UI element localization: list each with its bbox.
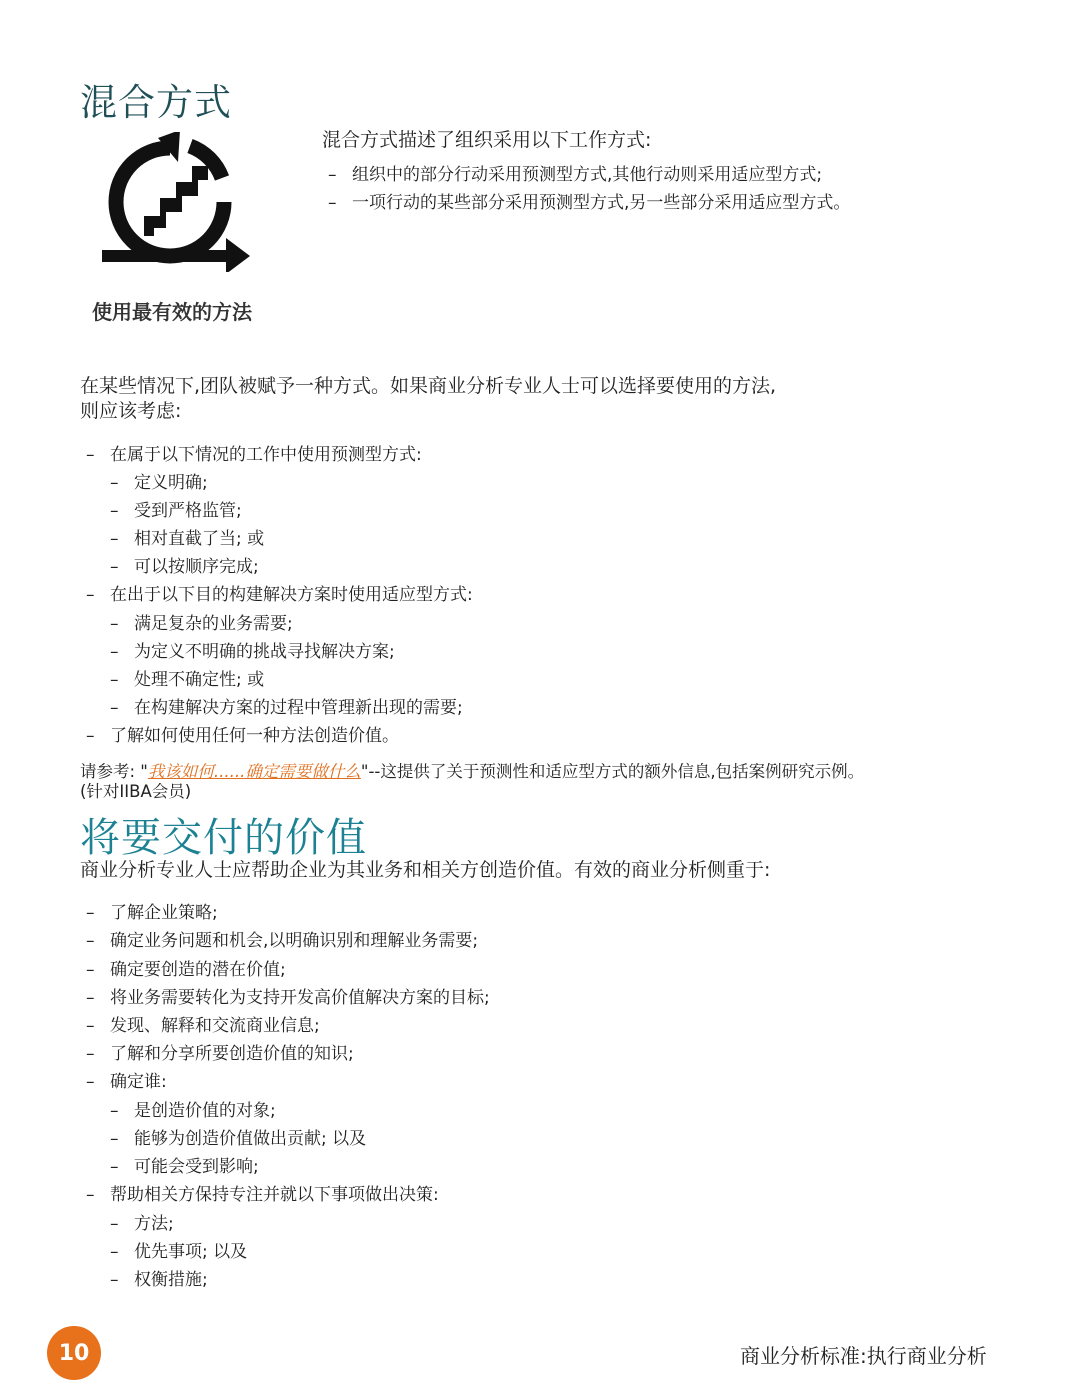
list-subitem: – 能够为创造价值做出贡献; 以及 (110, 1129, 367, 1149)
section-title-value: 将要交付的价值 (80, 815, 367, 861)
list-item: – 了解如何使用任何一种方法创造价值。 (86, 726, 399, 746)
list-subitem: – 受到严格监管; (110, 501, 242, 521)
list-item: – 确定业务问题和机会,以明确识别和理解业务需要; (86, 931, 479, 951)
icon-caption: 使用最有效的方法 (92, 300, 252, 324)
reference-prefix: 请参考: " (80, 762, 148, 781)
list-item: – 了解企业策略; (86, 903, 218, 923)
intro-line: 在某些情况下,团队被赋予一种方式。如果商业分析专业人士可以选择要使用的方法, (80, 375, 777, 397)
list-item: – 将业务需要转化为支持开发高价值解决方案的目标; (86, 988, 490, 1008)
page-number-badge: 10 (47, 1326, 101, 1380)
list-item: – 在属于以下情况的工作中使用预测型方式: (86, 445, 422, 465)
list-item: – 确定要创造的潜在价值; (86, 960, 286, 980)
reference-line (80, 758, 864, 782)
footer-doc-title: 商业分析标准:执行商业分析 (740, 1344, 987, 1368)
list-subitem: – 可以按顺序完成; (110, 557, 259, 577)
hybrid-description: 混合方式描述了组织采用以下工作方式: (322, 129, 652, 151)
list-subitem: – 可能会受到影响; (110, 1157, 259, 1177)
hybrid-approach-icon (98, 132, 258, 272)
list-subitem: – 在构建解决方案的过程中管理新出现的需要; (110, 698, 463, 718)
list-subitem: – 定义明确; (110, 473, 208, 493)
list-subitem: – 为定义不明确的挑战寻找解决方案; (110, 642, 395, 662)
list-subitem: – 满足复杂的业务需要; (110, 614, 293, 634)
list-item: – 发现、解释和交流商业信息; (86, 1016, 320, 1036)
list-subitem: – 优先事项; 以及 (110, 1242, 248, 1262)
list-item: – 帮助相关方保持专注并就以下事项做出决策: (86, 1185, 439, 1205)
list-subitem: – 相对直截了当; 或 (110, 529, 265, 549)
list-subitem: – 方法; (110, 1214, 174, 1234)
list-item: – 在出于以下目的构建解决方案时使用适应型方式: (86, 585, 473, 605)
list-item: – 了解和分享所要创造价值的知识; (86, 1044, 354, 1064)
list-item: – 组织中的部分行动采用预测型方式,其他行动则采用适应型方式; (328, 165, 823, 185)
reference-link[interactable]: 我该如何......确定需要做什么 (147, 762, 361, 781)
reference-suffix: "--这提供了关于预测性和适应型方式的额外信息,包括案例研究示例。 (360, 762, 865, 781)
list-item: – 一项行动的某些部分采用预测型方式,另一些部分采用适应型方式。 (328, 193, 851, 213)
list-item: – 确定谁: (86, 1072, 167, 1092)
list-subitem: – 是创造价值的对象; (110, 1101, 276, 1121)
intro-line: 则应该考虑: (80, 400, 182, 422)
intro-paragraph (80, 374, 776, 424)
reference-note: (针对IIBA会员) (80, 782, 192, 801)
value-intro: 商业分析专业人士应帮助企业为其业务和相关方创造价值。有效的商业分析侧重于: (80, 859, 771, 881)
section-title-hybrid: 混合方式 (80, 81, 232, 124)
list-subitem: – 权衡措施; (110, 1270, 208, 1290)
list-subitem: – 处理不确定性; 或 (110, 670, 265, 690)
